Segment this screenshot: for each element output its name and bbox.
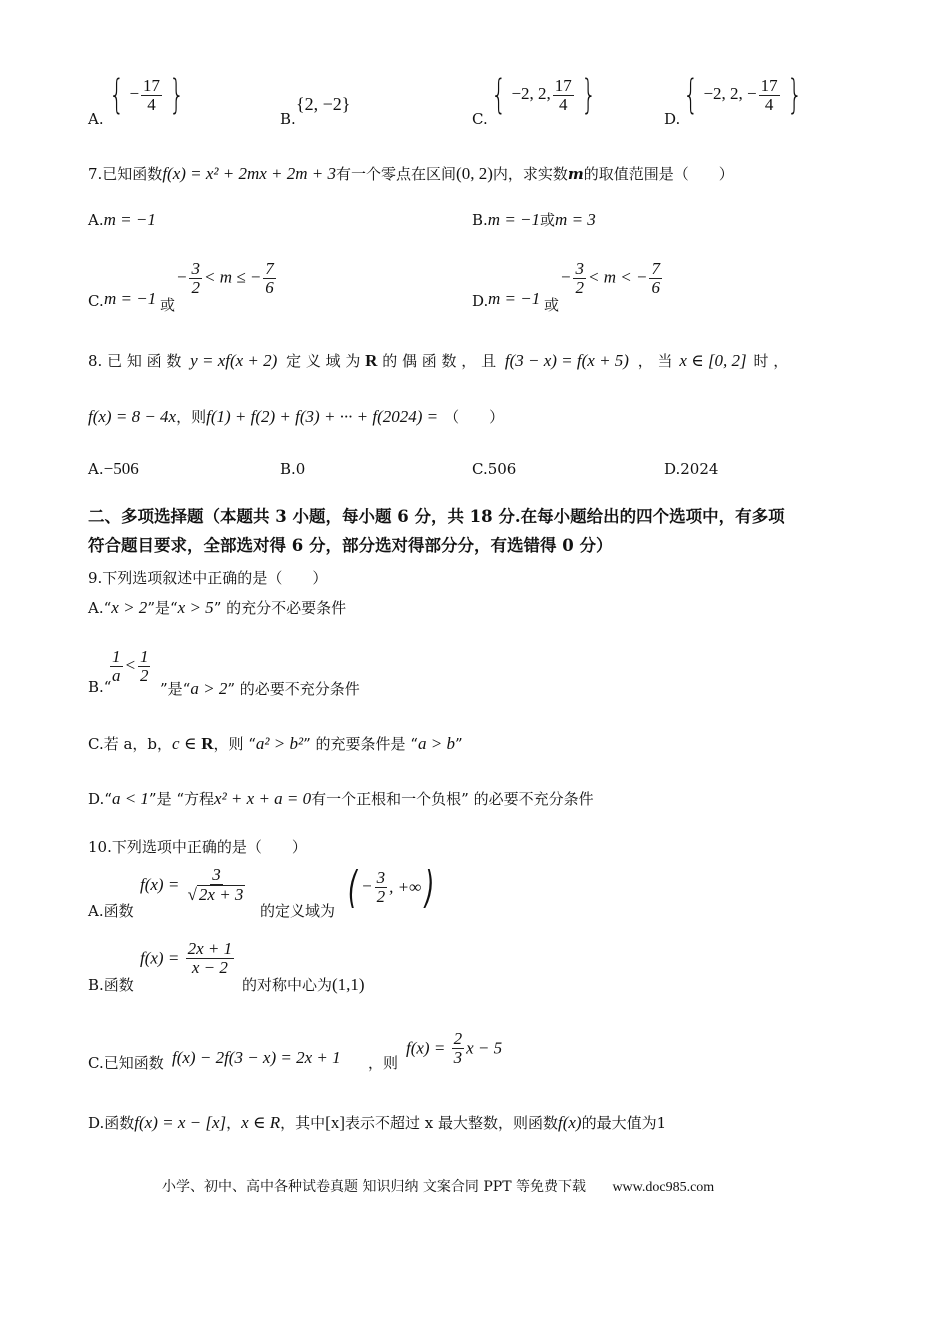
option-label: B.	[280, 110, 296, 128]
q9-option-a: A.“x > 2”是“x > 5” 的充分不必要条件	[88, 598, 347, 617]
section-heading-line2: 符合题目要求，全部选对得 6 分，部分选对得部分分，有选错得 0 分）	[88, 536, 613, 555]
footer-url[interactable]: www.doc985.com	[612, 1180, 715, 1195]
q10-option-a: A.函数 f(x) = $\frac{3}{√ 2x + 3}$ 的定义域为 ( − $\frac{3}{2}$ , +∞)	[88, 862, 435, 920]
q10-option-c: C.已知函数 f(x) − 2f(3 − x) = 2x + 1 ，则 f(x) = $\frac{2}{3}$ x − 5	[88, 1029, 503, 1072]
q8-line1: 8. 已 知 函 数 y = xf(x + 2) 定 义 域 为 R 的 偶 函 数 ， 且 f(3 − x) = f(x + 5) ， 当 x ∈ [0, 2] 时 ，	[88, 351, 789, 370]
q8-option-c: C.506	[472, 460, 517, 478]
section-heading-line1: 二、多项选择题（本题共 3 小题，每小题 6 分，共 18 分.在每小题给出的四个选项中，有多项	[88, 507, 785, 526]
q7-option-b: B.m = −1或m = 3	[472, 210, 596, 229]
footer-text: 小学、初中、高中各种试卷真题 知识归纳 文案合同 PPT 等免费下载	[162, 1179, 586, 1195]
option-label: A.	[88, 110, 104, 128]
q7-stem: 7.已知函数f(x) = x² + 2mx + 2m + 3有一个零点在区间(0, 2)内，求实数m的取值范围是（ ）	[88, 164, 734, 183]
option-label: C.	[472, 110, 488, 128]
q7-option-a: A.m = −1	[88, 210, 156, 229]
q9-option-d: D.“a < 1”是 “方程x² + x + a = 0有一个正根和一个负根” 的必要不充分条件	[88, 789, 594, 808]
q8-option-d: D.2024	[664, 460, 719, 478]
q9-option-c: C.若 a，b，c ∈ R，则 “a² > b²” 的充要条件是 “a > b”	[88, 734, 463, 753]
q8-option-b: B.0	[280, 460, 306, 478]
q10-option-d: D.函数f(x) = x − [x]，x ∈ R，其中[x]表示不超过 x 最大整数，则函数f(x)的最大值为1	[88, 1113, 667, 1132]
q9-stem: 9.下列选项叙述中正确的是（ ）	[88, 569, 328, 587]
footer	[162, 1176, 714, 1196]
q10-option-b: B.函数 f(x) = $\frac{2x + 1}{x - 2}$ 的对称中心为(1,1)	[88, 939, 365, 994]
q10-stem: 10.下列选项中正确的是（ ）	[88, 838, 307, 856]
q8-option-a: A.−506	[88, 459, 139, 478]
option-label: D.	[664, 110, 681, 128]
q8-line2: f(x) = 8 − 4x，则f(1) + f(2) + f(3) + ··· + f(2024) = （ ）	[88, 407, 505, 426]
